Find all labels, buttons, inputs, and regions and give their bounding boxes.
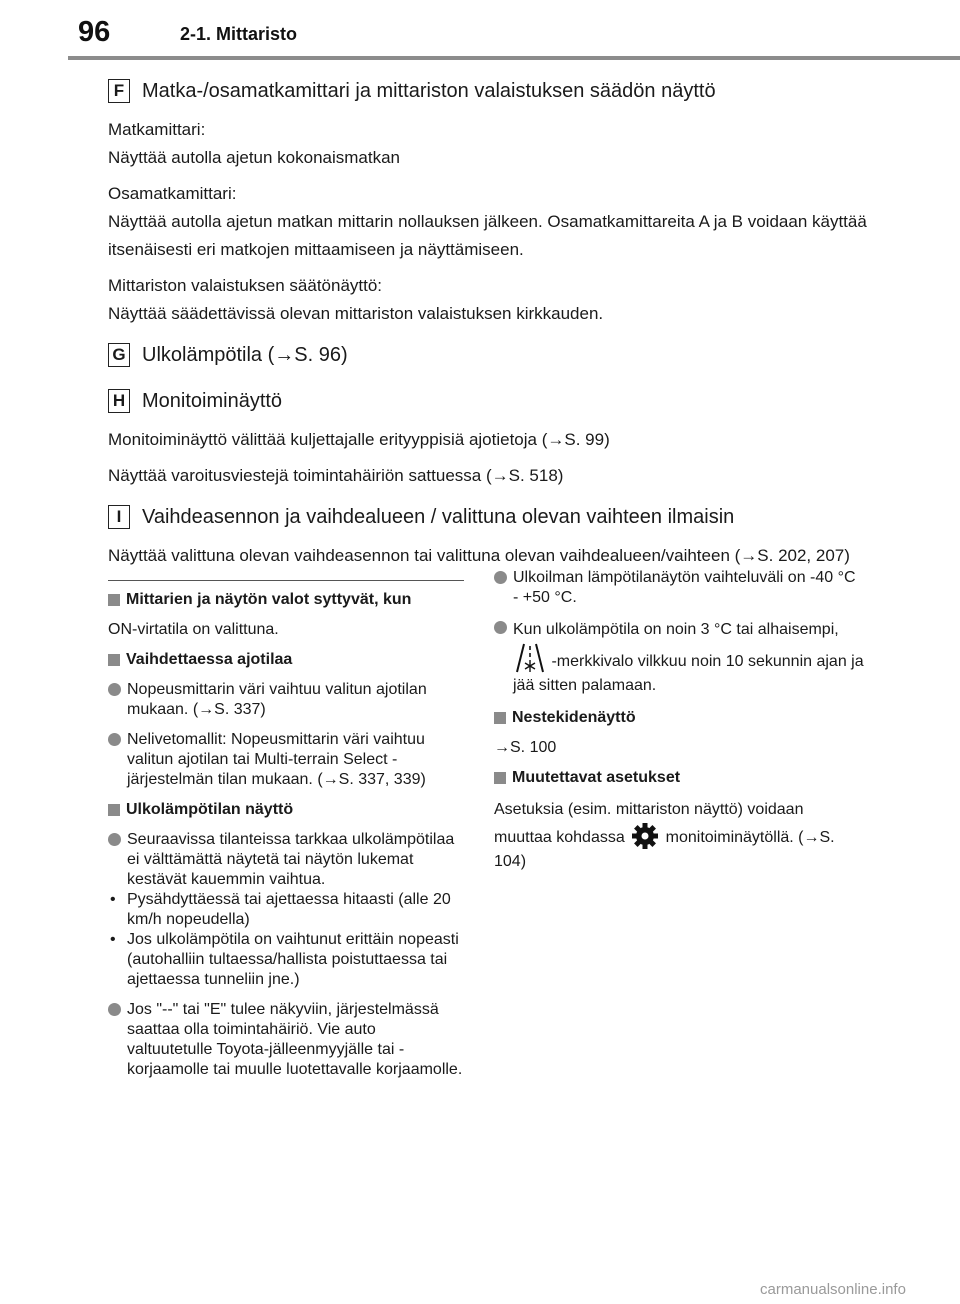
round-bullet-icon [494, 621, 507, 634]
notes-left-column [108, 580, 464, 1090]
item-i-title: Vaihdeasennon ja vaihdealueen / valittuna olevan vaihteen ilmaisin [142, 506, 735, 528]
item-h-title: Monitoiminäyttö [142, 390, 283, 412]
letter-box-f: F [108, 79, 130, 103]
note-text-settings: Asetuksia (esim. mittariston näyttö) voidaan muuttaa kohdassa monitoiminäytöllä. (→S. 104) [494, 801, 835, 870]
dash-bullet-icon: • [110, 891, 116, 908]
gear-icon [631, 822, 659, 850]
note-heading-settings: Muutettavat asetukset [494, 768, 864, 788]
item-h-text-1: Monitoiminäyttö välittää kuljettajalle erityyppisiä ajotietoja (→S. 99) [108, 430, 610, 449]
item-f-label-odometer: Matkamittari: [108, 120, 206, 139]
item-f-text-odometer: Näyttää autolla ajetun kokonaismatkan [108, 148, 401, 167]
bullet-item: Nelivetomallit: Nopeusmittarin väri vaihtuu valitun ajotilan tai Multi-terrain Select -järjestelmän tilan mukaan. (→S. 337, 339) [108, 730, 464, 790]
round-bullet-icon [108, 833, 121, 846]
letter-box-g: G [108, 343, 130, 367]
item-i-text: Näyttää valittuna olevan vaihdeasennon tai valittuna olevan vaihdealueen/vaihteen (→S. 202, 207) [108, 546, 850, 565]
item-f-label-brightness: Mittariston valaistuksen säätönäyttö: [108, 276, 383, 295]
bullet-item: Kun ulkolämpötila on noin 3 °C tai alhaisempi, -merkkivalo vilkkuu noin 10 sekunnin ajan ja jää sitten palamaan. [494, 618, 864, 698]
item-i-heading [108, 504, 868, 530]
square-bullet-icon [494, 712, 506, 724]
section-title: 2-1. Mittaristo [180, 24, 298, 44]
item-f-label-trip: Osamatkamittari: [108, 184, 237, 203]
square-bullet-icon [108, 804, 120, 816]
note-heading-drive-mode: Vaihdettaessa ajotilaa [108, 650, 464, 670]
letter-box-i: I [108, 505, 130, 529]
bullet-item: Nopeusmittarin väri vaihtuu valitun ajotilan mukaan. (→S. 337) [108, 680, 464, 720]
item-f-heading [108, 78, 868, 104]
item-g-heading [108, 342, 868, 368]
round-bullet-icon [108, 1003, 121, 1016]
square-bullet-icon [108, 654, 120, 666]
note-text-lights: ON-virtatila on valittuna. [108, 621, 279, 638]
watermark: carmanualsonline.info [760, 1281, 906, 1298]
note-heading-lights: Mittarien ja näytön valot syttyvät, kun [108, 590, 464, 610]
item-f-text-trip: Näyttää autolla ajetun matkan mittarin nollauksen jälkeen. Osamatkamittareita A ja B voidaan käyttää itsenäisesti eri matkojen mittaamiseen ja näyttämiseen. [108, 212, 867, 259]
item-f-text-brightness: Näyttää säädettävissä olevan mittariston valaistuksen kirkkauden. [108, 304, 604, 323]
square-bullet-icon [494, 772, 506, 784]
letter-box-h: H [108, 389, 130, 413]
dash-bullet-icon: • [110, 931, 116, 948]
note-text-lcd: →S. 100 [494, 739, 557, 756]
road-ice-warning-icon [515, 642, 545, 674]
dash-item: • Pysähdyttäessä tai ajettaessa hitaasti (alle 20 km/h nopeudella) [110, 891, 451, 928]
header-rule [68, 56, 960, 60]
bullet-item: Ulkoilman lämpötilanäytön vaihteluväli on -40 °C - +50 °C. [494, 568, 864, 608]
item-f-title: Matka-/osamatkamittari ja mittariston valaistuksen säädön näyttö [142, 80, 716, 102]
main-content [108, 78, 868, 570]
dash-item: • Jos ulkolämpötila on vaihtunut erittäin nopeasti (autohalliin tultaessa/hallista poistuttaessa tai ajettaessa tunneliin jne.) [110, 931, 459, 988]
column-rule [108, 580, 464, 581]
bullet-item: Seuraavissa tilanteissa tarkkaa ulkolämpötilaa ei välttämättä näytetä tai näytön lukemat kestävät kauemmin vaihtua. [108, 830, 464, 890]
note-heading-outside-temp: Ulkolämpötilan näyttö [108, 800, 464, 820]
round-bullet-icon [108, 683, 121, 696]
page-number: 96 [78, 16, 111, 48]
note-heading-lcd: Nestekidenäyttö [494, 708, 864, 728]
item-g-title: Ulkolämpötila (→S. 96) [142, 344, 348, 366]
round-bullet-icon [108, 733, 121, 746]
item-h-heading [108, 388, 868, 414]
bullet-item: Jos "--" tai "E" tulee näkyviin, järjestelmässä saattaa olla toimintahäiriö. Vie auto valtuutetulle Toyota-jälleenmyyjälle tai -korjaamolle tai muulle luotettavalle korjaamolle. [108, 1000, 464, 1080]
round-bullet-icon [494, 571, 507, 584]
item-h-text-2: Näyttää varoitusviestejä toimintahäiriön sattuessa (→S. 518) [108, 466, 564, 485]
notes-right-column [494, 568, 864, 884]
square-bullet-icon [108, 594, 120, 606]
